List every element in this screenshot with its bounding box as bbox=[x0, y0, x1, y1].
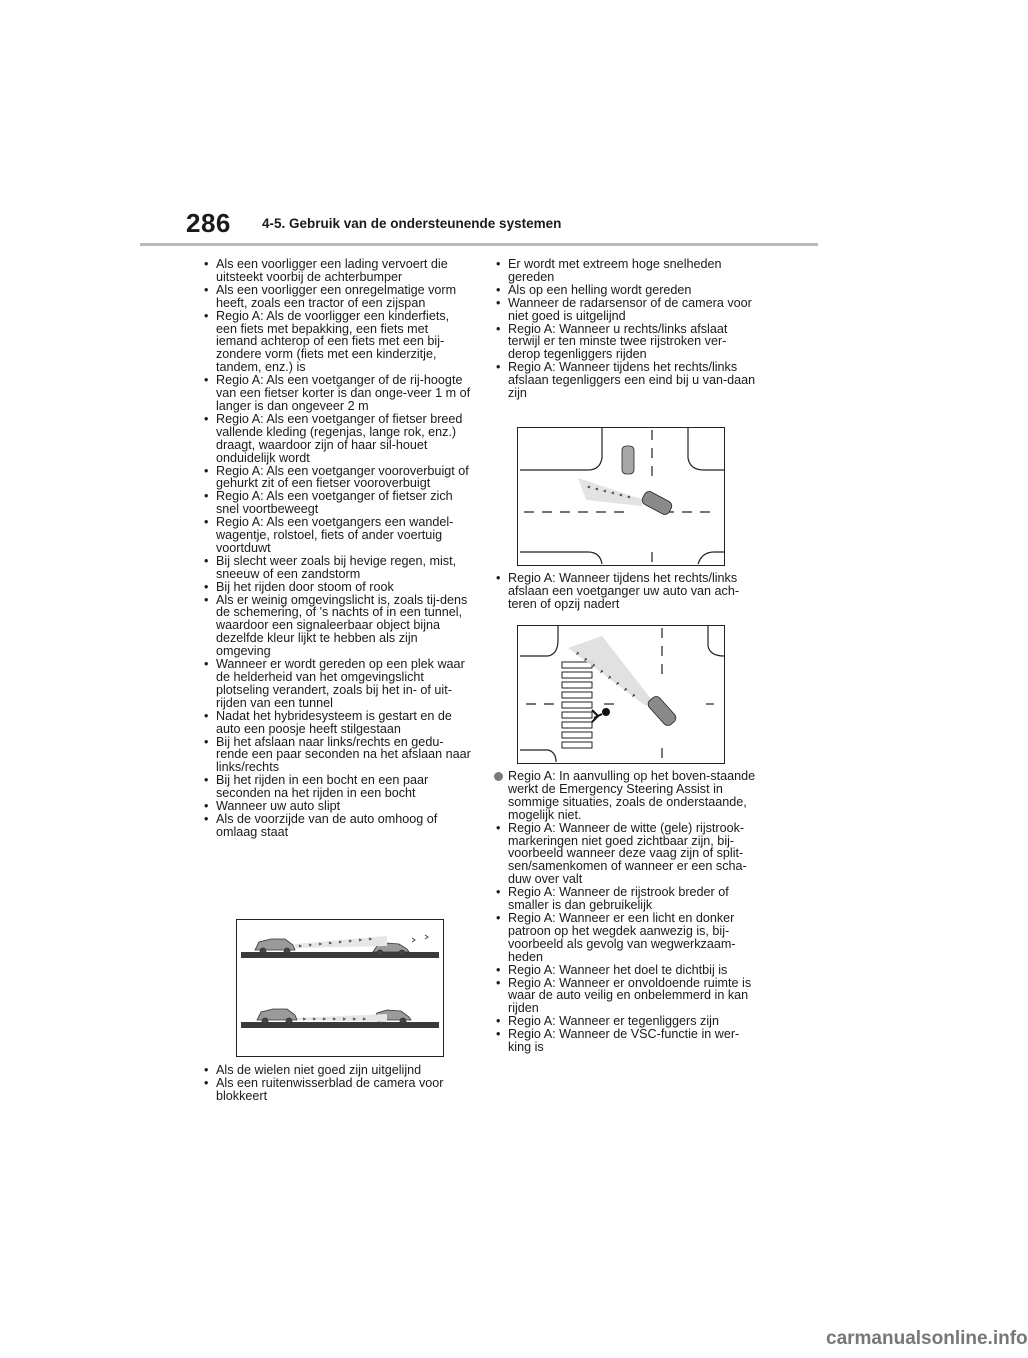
list-item: • Regio A: Wanneer er een licht en donker patroon op het wegdek aanwezig is, bij-voorbeeld als gevolg van wegwerkzaam-heden bbox=[494, 912, 756, 964]
list-item: • Regio A: Als een voetganger vooroverbuigt of gehurkt zit of een fietser vooroverbuigt bbox=[202, 465, 472, 491]
section-title: 4-5. Gebruik van de ondersteunende systemen bbox=[262, 216, 562, 231]
list-item: • Regio A: Wanneer er onvoldoende ruimte is waar de auto veilig en onbelemmerd in kan rijden bbox=[494, 977, 756, 1016]
car-icon bbox=[646, 694, 678, 727]
page-number: 286 bbox=[186, 208, 231, 238]
car-icon bbox=[622, 446, 634, 474]
list-item: • Regio A: Wanneer de witte (gele) rijstrook-markeringen niet goed zichtbaar zijn, bij-voorbeeld wanneer deze vaag zijn of split-sen/samenkomen of wanneer er een scha-duw over valt bbox=[494, 822, 756, 887]
note-heading bbox=[494, 770, 756, 822]
list-item: • Als de voorzijde van de auto omhoog of omlaag staat bbox=[202, 813, 472, 839]
right-column bbox=[494, 258, 756, 400]
list-item: • Er wordt met extreem hoge snelheden gereden bbox=[494, 258, 756, 284]
list-item: • Als er weinig omgevingslicht is, zoals tij-dens de schemering, of 's nachts of in een tunnel, waardoor een signaleerbaar object bijna dezelfde kleur lijkt te hebben als zijn omgeving bbox=[202, 594, 472, 659]
list-item: • Regio A: Als een voetganger of fietser zich snel voortbeweegt bbox=[202, 490, 472, 516]
list-item: • Bij het rijden in een bocht en een paar seconden na het rijden in een bocht bbox=[202, 774, 472, 800]
list-item: • Wanneer er wordt gereden op een plek waar de helderheid van het omgevingslicht plotseling verandert, zoals bij het in- of uit-rijden van een tunnel bbox=[202, 658, 472, 710]
note-bullet-icon bbox=[494, 772, 503, 781]
figure-vehicle-pitch bbox=[236, 919, 444, 1057]
pedestrian-icon bbox=[592, 709, 609, 722]
figure-turn-oncoming bbox=[517, 427, 725, 566]
list-item: • Als op een helling wordt gereden bbox=[494, 284, 756, 297]
list-item: • Regio A: Wanneer tijdens het rechts/links afslaan een voetganger uw auto van ach-teren of opzij nadert bbox=[494, 572, 756, 611]
list-item: • Bij slecht weer zoals bij hevige regen, mist, sneeuw of een zandstorm bbox=[202, 555, 472, 581]
car-icon bbox=[255, 939, 295, 954]
list-item: • Nadat het hybridesysteem is gestart en de auto een poosje heeft stilgestaan bbox=[202, 710, 472, 736]
list-item: • Als een voorligger een lading vervoert die uitsteekt voorbij de achterbumper bbox=[202, 258, 472, 284]
list-item: • Regio A: Wanneer u rechts/links afslaat terwijl er ten minste twee rijstroken ver-derop tegenliggers rijden bbox=[494, 323, 756, 362]
list-item: • Wanneer uw auto slipt bbox=[202, 800, 472, 813]
list-item: • Als een ruitenwisserblad de camera voor blokkeert bbox=[202, 1077, 472, 1103]
list-item: • Bij het rijden door stoom of rook bbox=[202, 581, 472, 594]
list-item: • Regio A: Als de voorligger een kinderfiets, een fiets met bepakking, een fiets met iemand achterop of een fiets met een bij-zondere vorm (fiets met een kinderzitje, tandem, enz.) is bbox=[202, 310, 472, 375]
list-item: • Regio A: Wanneer er tegenliggers zijn bbox=[494, 1015, 756, 1028]
list-item: • Wanneer de radarsensor of de camera voor niet goed is uitgelijnd bbox=[494, 297, 756, 323]
list-item: • Regio A: Wanneer de rijstrook breder of smaller is dan gebruikelijk bbox=[494, 886, 756, 912]
list-item: • Regio A: Als een voetgangers een wandel-wagentje, rolstoel, fiets of ander voertuig voortduwt bbox=[202, 516, 472, 555]
list-item: • Regio A: Als een voetganger of fietser breed vallende kleding (regenjas, lange rok, enz.) draagt, waardoor zijn of haar sil-houet onduidelijk wordt bbox=[202, 413, 472, 465]
list-item: • Regio A: Wanneer tijdens het rechts/links afslaan tegenliggers een eind bij u van-daan zijn bbox=[494, 361, 756, 400]
left-bullet-list bbox=[202, 258, 472, 839]
list-item: • Bij het afslaan naar links/rechts en gedu-rende een paar seconden na het afslaan naar links/rechts bbox=[202, 736, 472, 775]
note-block bbox=[494, 770, 756, 1054]
list-item: • Als een voorligger een onregelmatige vorm heeft, zoals een tractor of een zijspan bbox=[202, 284, 472, 310]
car-icon bbox=[257, 1009, 297, 1024]
note-bullet-list bbox=[494, 822, 756, 1054]
left-column bbox=[202, 258, 472, 839]
list-item: • Regio A: Wanneer het doel te dichtbij is bbox=[494, 964, 756, 977]
right-column-mid bbox=[494, 572, 756, 611]
left-after-bullet-list bbox=[202, 1064, 472, 1103]
car-icon bbox=[640, 490, 673, 516]
left-column-after-figure bbox=[202, 1064, 472, 1103]
figure-turn-pedestrian bbox=[517, 625, 725, 764]
header-divider bbox=[140, 243, 818, 246]
list-item: • Regio A: Als een voetganger of de rij-hoogte van een fietser korter is dan onge-veer 1 m of langer is dan ongeveer 2 m bbox=[202, 374, 472, 413]
right-bullet-list bbox=[494, 258, 756, 400]
note-text: Regio A: In aanvulling op het boven-staande werkt de Emergency Steering Assist in sommige situaties, zoals de onderstaande, mogelijk niet. bbox=[508, 769, 756, 822]
watermark: carmanualsonline.info bbox=[826, 1328, 1028, 1349]
list-item: • Als de wielen niet goed zijn uitgelijnd bbox=[202, 1064, 472, 1077]
list-item: • Regio A: Wanneer de VSC-functie in wer-king is bbox=[494, 1028, 756, 1054]
right-mid-bullet-list bbox=[494, 572, 756, 611]
